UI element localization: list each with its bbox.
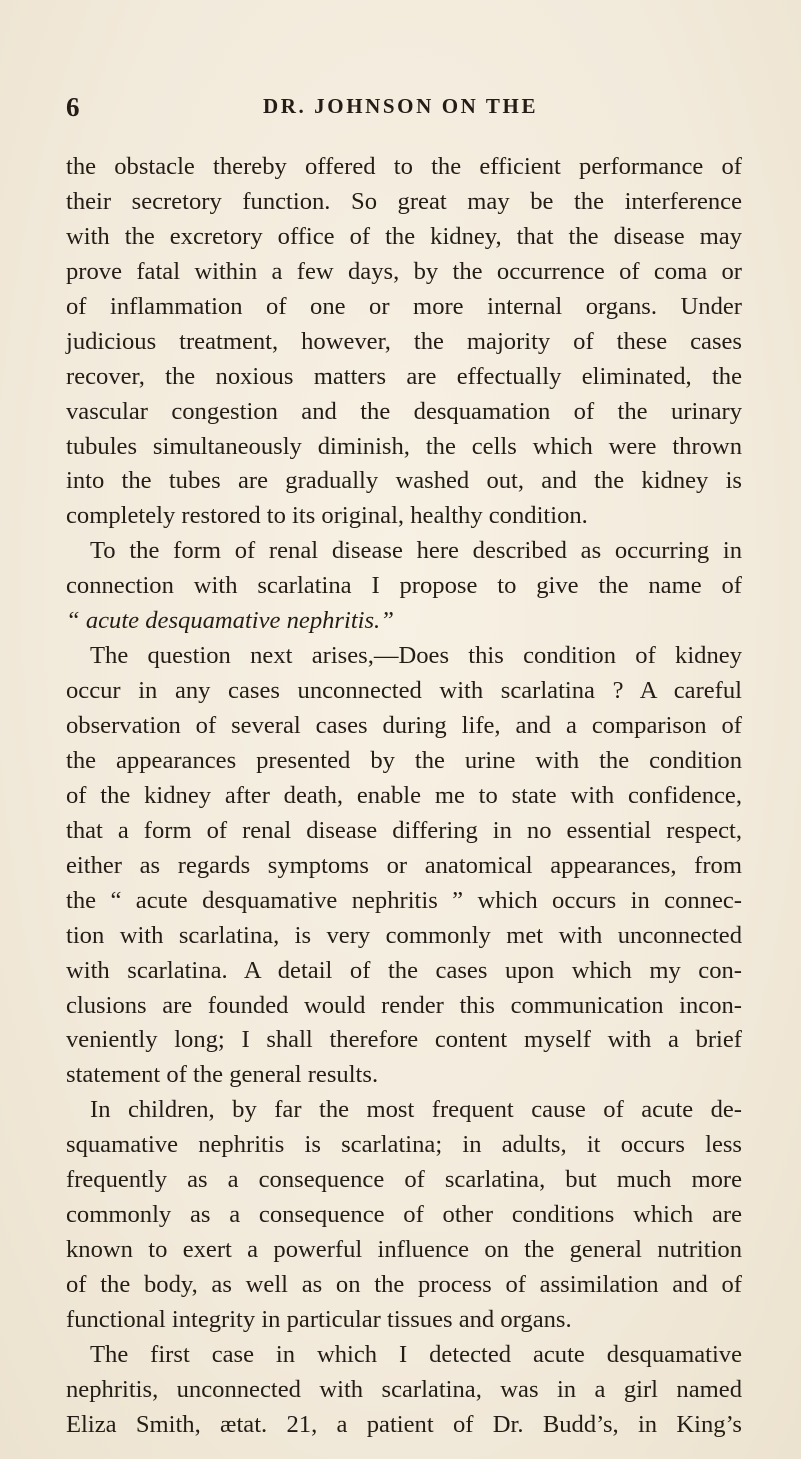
text-line: statement of the general results. — [66, 1061, 379, 1089]
text-line: judicious treatment, however, the majority of these cases — [66, 327, 742, 355]
body-text — [66, 150, 742, 1443]
text-line: into the tubes are gradually washed out, and the kidney is — [66, 467, 742, 495]
text-line: of the kidney after death, enable me to state with confidence, — [66, 781, 742, 809]
text-line: the appearances presented by the urine with the condition — [66, 746, 742, 774]
text-line: “ acute desquamative nephritis.” — [66, 607, 394, 635]
text-line: clusions are founded would render this communication incon- — [66, 991, 742, 1019]
text-line: occur in any cases unconnected with scarlatina ? A careful — [66, 677, 742, 705]
text-line: Eliza Smith, ætat. 21, a patient of Dr. Budd’s, in King’s — [66, 1410, 742, 1438]
text-line: prove fatal within a few days, by the occurrence of coma or — [66, 257, 742, 285]
text-line: their secretory function. So great may be the interference — [66, 187, 742, 215]
text-line: functional integrity in particular tissues and organs. — [66, 1305, 572, 1333]
paragraph-start-line: To the form of renal disease here described as occurring in — [90, 537, 742, 565]
text-line: either as regards symptoms or anatomical appearances, from — [66, 851, 742, 879]
text-line: veniently long; I shall therefore content myself with a brief — [66, 1026, 742, 1054]
text-line: tubules simultaneously diminish, the cells which were thrown — [66, 432, 742, 460]
paragraph-start-line: In children, by far the most frequent cause of acute de- — [90, 1096, 742, 1124]
text-line: commonly as a consequence of other conditions which are — [66, 1201, 742, 1229]
text-line: observation of several cases during life, and a comparison of — [66, 712, 742, 739]
running-head: DR. JOHNSON ON THE — [262, 94, 539, 118]
text-line: of the body, as well as on the process of assimilation and of — [66, 1271, 742, 1298]
text-line: known to exert a powerful influence on the general nutrition — [66, 1236, 742, 1264]
text-line: vascular congestion and the desquamation of the urinary — [66, 397, 742, 425]
text-line: the obstacle thereby offered to the efficient performance of — [66, 153, 742, 180]
page-header — [66, 92, 735, 122]
text-line: with the excretory office of the kidney, that the disease may — [66, 222, 742, 250]
text-line: tion with scarlatina, is very commonly met with unconnected — [66, 921, 742, 949]
paragraph-start-line: The first case in which I detected acute desquamative — [90, 1340, 742, 1368]
text-line: recover, the noxious matters are effectually eliminated, the — [66, 362, 742, 390]
text-line: completely restored to its original, healthy condition. — [66, 502, 588, 530]
text-line: connection with scarlatina I propose to give the name of — [66, 572, 742, 600]
text-line: of inflammation of one or more internal organs. Under — [66, 292, 742, 320]
text-line: that a form of renal disease differing in no essential respect, — [66, 816, 742, 844]
text-line: frequently as a consequence of scarlatina, but much more — [66, 1166, 742, 1194]
paragraph-start-line: The question next arises,—Does this condition of kidney — [90, 642, 742, 670]
text-line: squamative nephritis is scarlatina; in adults, it occurs less — [66, 1131, 742, 1159]
text-line: nephritis, unconnected with scarlatina, was in a girl named — [66, 1375, 742, 1403]
text-line: with scarlatina. A detail of the cases upon which my con- — [66, 956, 742, 984]
page-number: 6 — [66, 92, 80, 122]
text-line: the “ acute desquamative nephritis ” which occurs in connec- — [66, 886, 742, 914]
